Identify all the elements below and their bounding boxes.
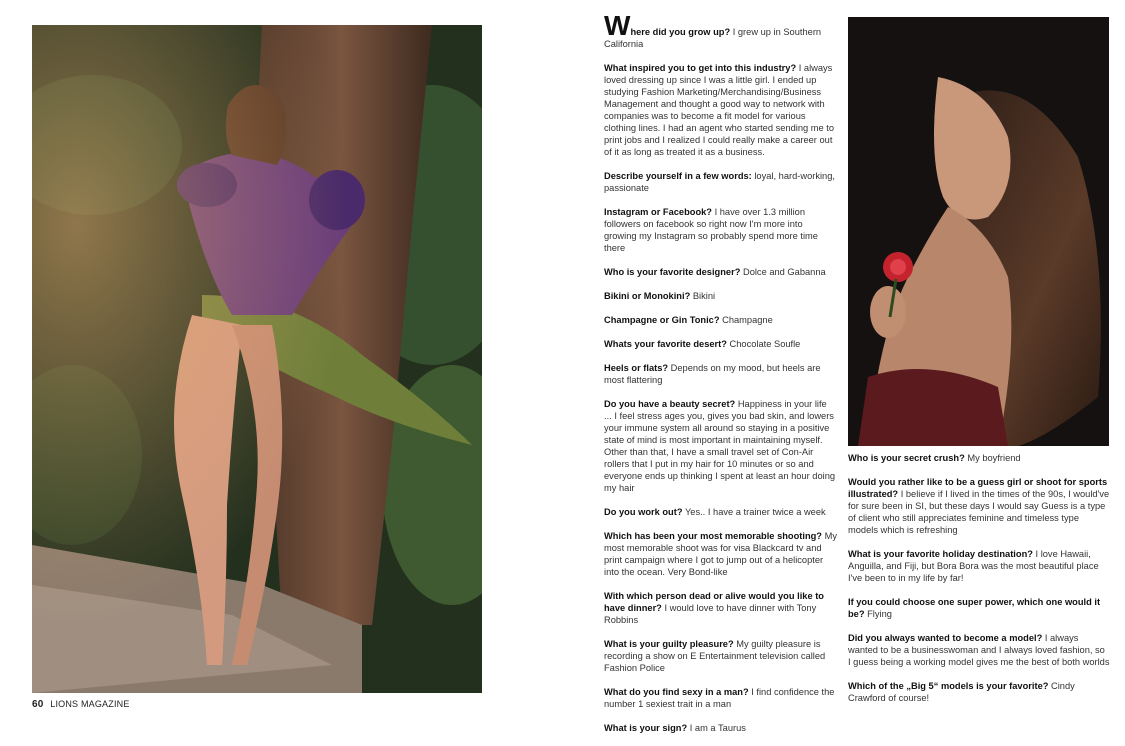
qa-item	[848, 452, 1110, 464]
question-text: Whats your favorite desert?	[604, 339, 727, 349]
qa-item	[848, 476, 1110, 536]
qa-item	[604, 686, 837, 710]
qa-item	[604, 170, 837, 194]
answer-text: I am a Taurus	[689, 723, 746, 733]
photo-right-illustration	[848, 17, 1109, 446]
question-text: What is your favorite holiday destination?	[848, 549, 1033, 559]
answer-text: My guilty pleasure is recording a show on E Entertainment television called Fashion Police	[604, 639, 826, 673]
qa-item	[604, 290, 837, 302]
drop-cap: W	[604, 10, 631, 41]
qa-item	[604, 62, 837, 158]
question-text: here did you grow up?	[630, 27, 731, 37]
question-text: Describe yourself in a few words:	[604, 171, 752, 181]
qa-item	[604, 506, 837, 518]
answer-text: loyal, hard-working, passionate	[604, 171, 835, 193]
qa-item	[604, 206, 837, 254]
magazine-name: LIONS MAGAZINE	[50, 699, 130, 709]
question-text: Champagne or Gin Tonic?	[604, 315, 720, 325]
answer-text: I always loved dressing up since I was a little girl. I ended up studying Fashion Marketing/Merchandising/Business Management and thought a good way to network with companies was to become a fit model for various clothing lines. I had an agent who started sending me to print jobs and I realized I could really make a career out of it as long as treated it as a business.	[604, 63, 834, 157]
answer-text: My most memorable shoot was for visa Blackcard tv and print campaign where I got to jump out of a helicopter into the ocean. Very Bond-like	[604, 531, 837, 577]
question-text: Did you always wanted to become a model?	[848, 633, 1043, 643]
photo-left-illustration	[32, 25, 482, 693]
answer-text: I would love to have dinner with Tony Robbins	[604, 603, 817, 625]
qa-item	[848, 632, 1110, 668]
question-text: What do you find sexy in a man?	[604, 687, 749, 697]
question-text: Which has been your most memorable shooting?	[604, 531, 822, 541]
intro-qa	[604, 10, 837, 50]
answer-text: I always wanted to be a businesswoman and I always loved fashion, so I guess being a working model gives me the best of both worlds	[848, 633, 1110, 667]
page-footer	[32, 699, 130, 710]
interview-column-middle	[604, 10, 837, 746]
qa-item	[604, 338, 837, 350]
qa-item	[604, 638, 837, 674]
answer-text: I believe if I lived in the times of the 90s, I would've for sure been in SI, but these days I would say Guess is a type of client who still appreciates feminine and timeless type models which is refreshing	[848, 489, 1110, 535]
qa-item	[604, 314, 837, 326]
answer-text: My boyfriend	[967, 453, 1021, 463]
question-text: Instagram or Facebook?	[604, 207, 712, 217]
question-text: Who is your secret crush?	[848, 453, 965, 463]
qa-item	[604, 362, 837, 386]
question-text: What inspired you to get into this industry?	[604, 63, 797, 73]
answer-text: Happiness in your life ... I feel stress ages you, gives you bad skin, and lowers your immune system all around so staying in a positive state of mind is most important in maintaining myself. Other than that, I have a small travel set of Con-Air rollers that I put in my hair for 10 minutes or so and everyone ends up thinking I spent at least an hour doing my hair	[604, 399, 836, 493]
answer-text: Flying	[867, 609, 892, 619]
qa-item	[604, 590, 837, 626]
question-text: What is your sign?	[604, 723, 688, 733]
question-text: Which of the „Big 5“ models is your favorite?	[848, 681, 1049, 691]
qa-item	[848, 680, 1110, 704]
answer-text: Dolce and Gabanna	[742, 267, 826, 277]
answer-text: I grew up in Southern California	[604, 27, 822, 49]
photo-model-tree	[32, 25, 482, 693]
page-number: 60	[32, 699, 44, 710]
answer-text: Bikini	[692, 291, 716, 301]
interview-column-right	[848, 452, 1110, 716]
question-text: What is your guilty pleasure?	[604, 639, 734, 649]
question-text: With which person dead or alive would you like to have dinner?	[604, 591, 824, 613]
answer-text: Yes.. I have a trainer twice a week	[684, 507, 826, 517]
qa-item	[604, 722, 837, 734]
answer-text: Depends on my mood, but heels are most flattering	[604, 363, 821, 385]
question-text: Do you have a beauty secret?	[604, 399, 736, 409]
question-text: Who is your favorite designer?	[604, 267, 741, 277]
question-text: Do you work out?	[604, 507, 683, 517]
photo-model-rose	[848, 17, 1109, 446]
answer-text: Cindy Crawford of course!	[848, 681, 1075, 703]
qa-item	[848, 596, 1110, 620]
answer-text: I have over 1.3 million followers on facebook so right now I'm more into growing my Instagram so probably spend more time there	[604, 207, 818, 253]
answer-text: I find confidence the number 1 sexiest trait in a man	[604, 687, 835, 709]
question-text: Bikini or Monokini?	[604, 291, 691, 301]
answer-text: I love Hawaii, Anguilla, and Fiji, but Bora Bora was the most beautiful place I've been to in my life by far!	[848, 549, 1099, 583]
qa-item	[604, 530, 837, 578]
question-text: Would you rather like to be a guess girl or shoot for sports illustrated?	[848, 477, 1108, 499]
answer-text: Champagne	[722, 315, 773, 325]
question-text: Heels or flats?	[604, 363, 669, 373]
qa-item	[604, 398, 837, 494]
qa-item	[848, 548, 1110, 584]
answer-text: Chocolate Soufle	[729, 339, 801, 349]
qa-item	[604, 266, 837, 278]
question-text: If you could choose one super power, which one would it be?	[848, 597, 1101, 619]
